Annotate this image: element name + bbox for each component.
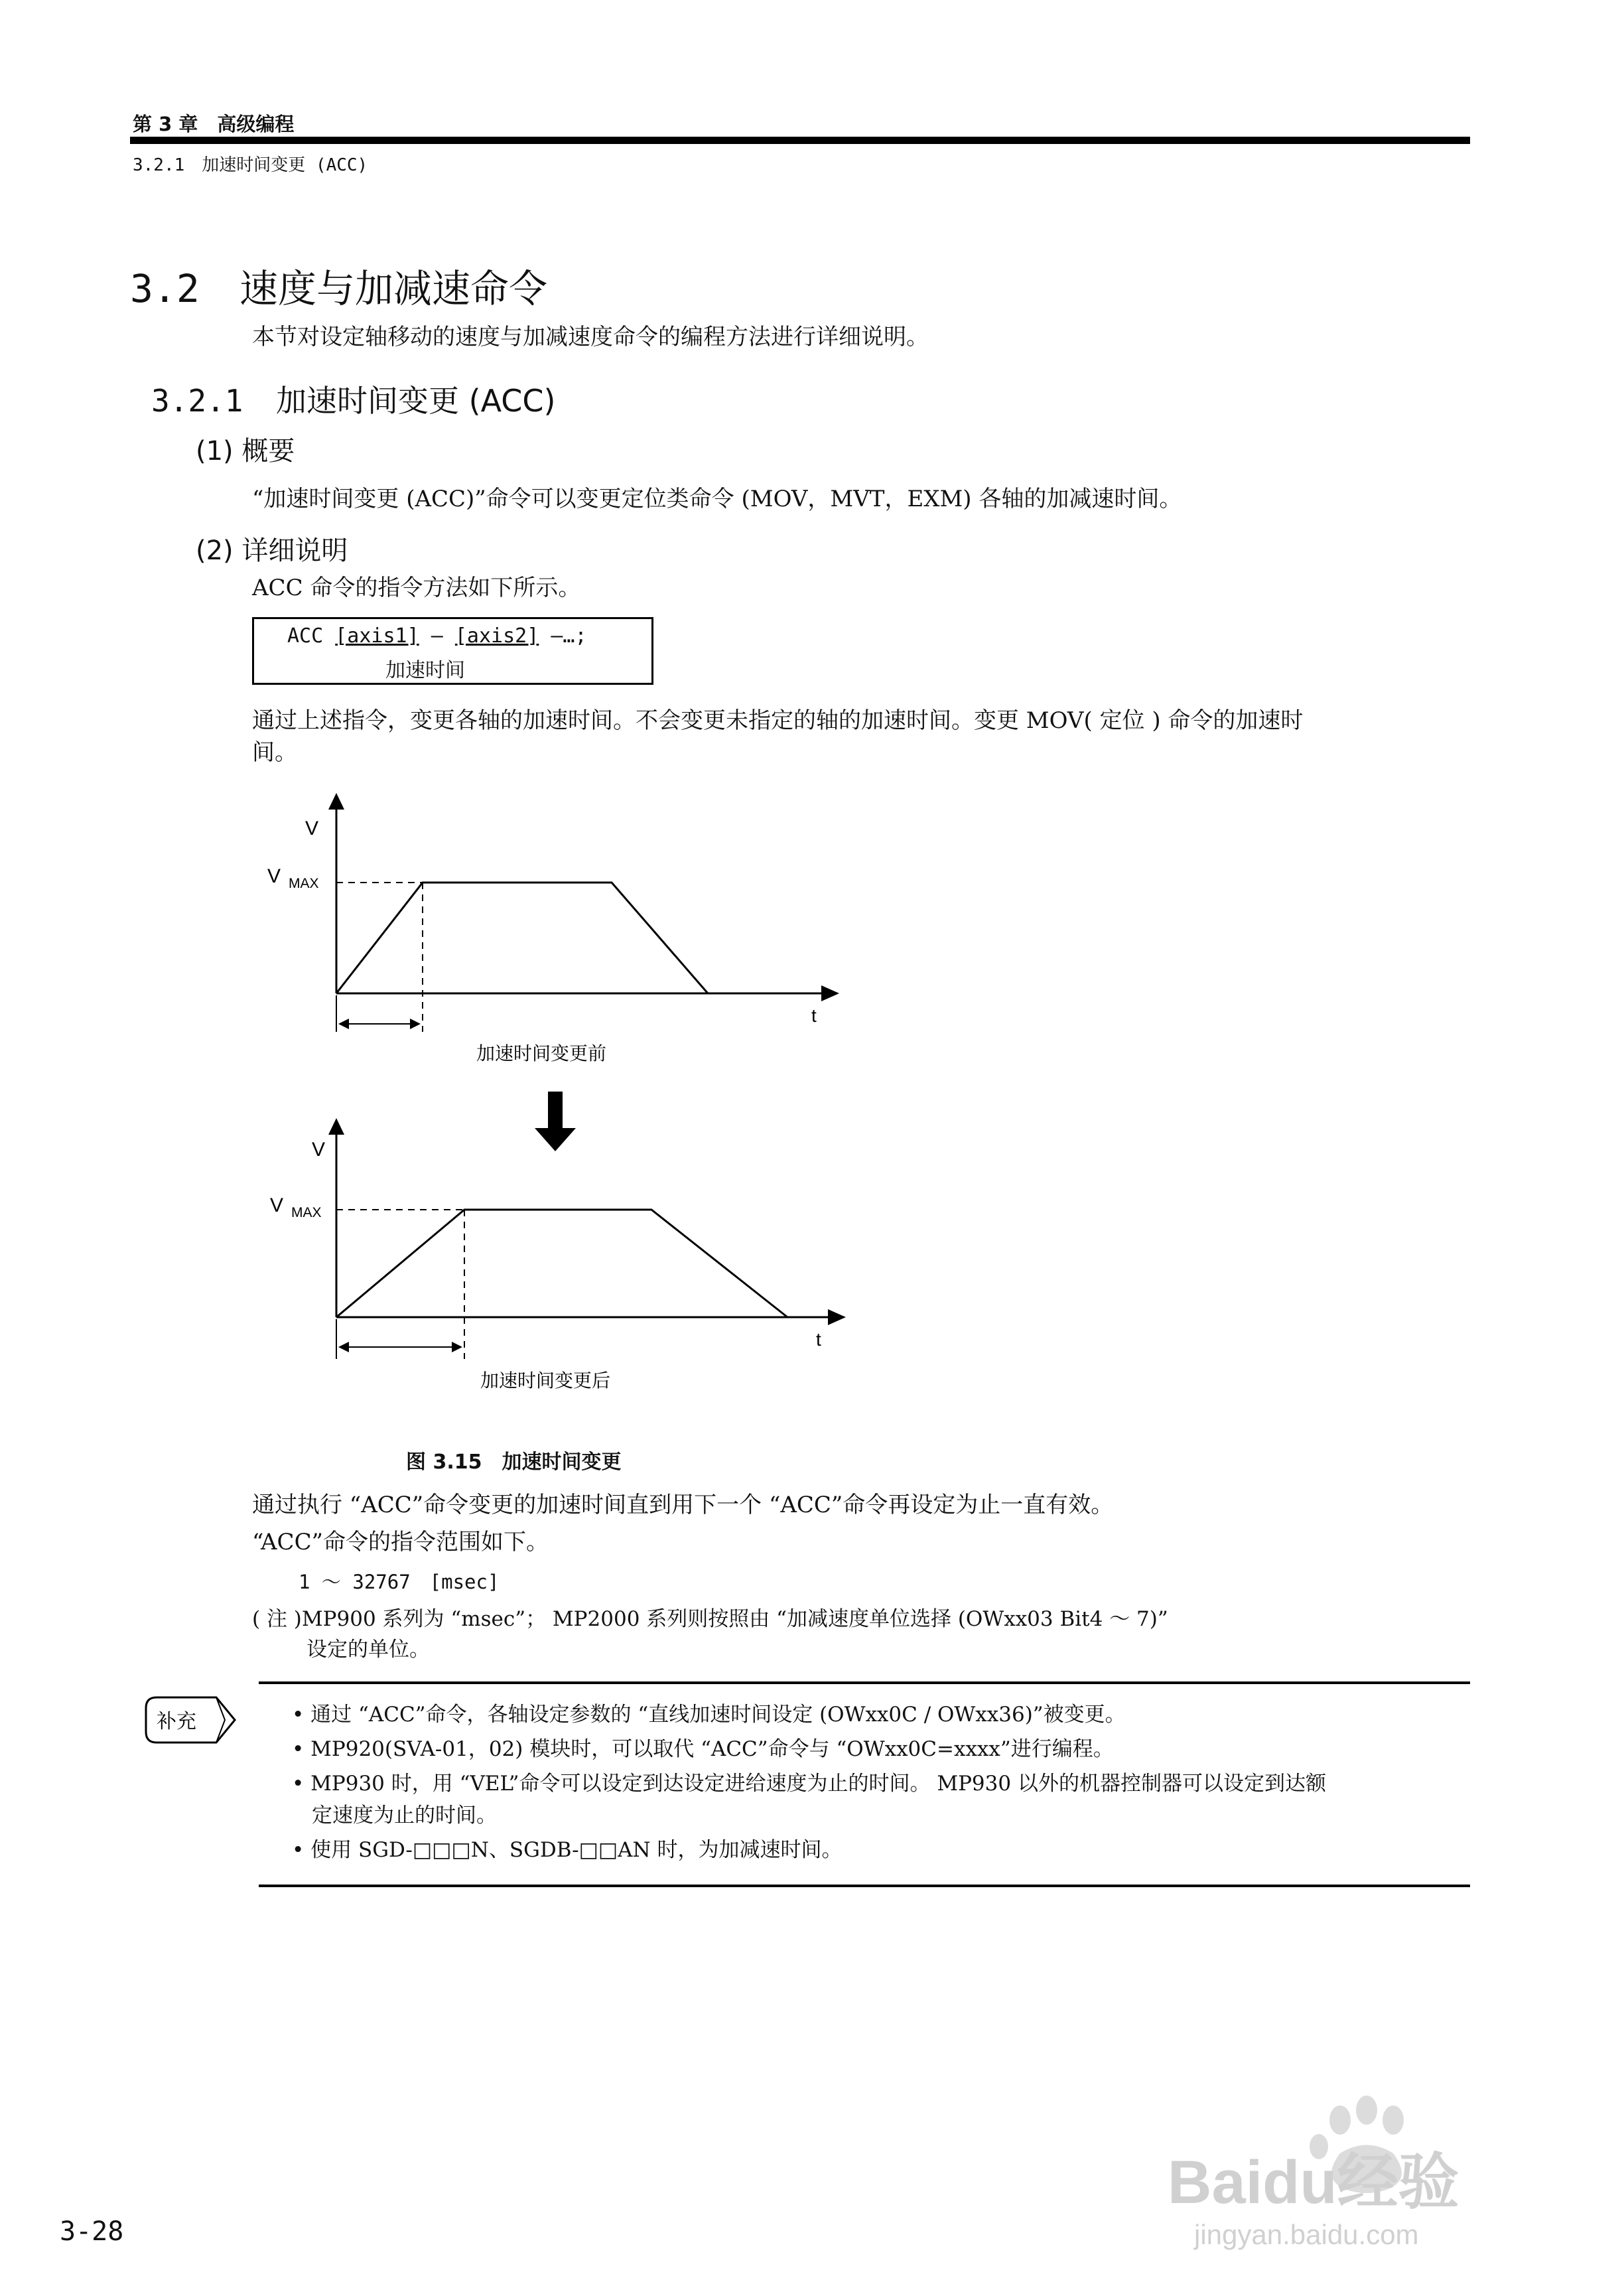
details-intro: ACC 命令的指令方法如下所示。 xyxy=(252,575,581,601)
syntax-dash: — xyxy=(419,624,455,648)
watermark-brand: Baidu经验 xyxy=(1168,2149,1459,2216)
y-axis-arrow-after xyxy=(328,1118,344,1135)
after-figure-line1: 通过执行 “ACC”命令变更的加速时间直到用下一个 “ACC”命令再设定为止一直有效。 xyxy=(252,1492,1114,1518)
page-number: 3-28 xyxy=(60,2216,124,2247)
details-heading: (2) 详细说明 xyxy=(196,535,348,566)
vmax-label-before: V $_{MAX}$ xyxy=(267,865,319,891)
baidu-watermark xyxy=(1141,2090,1552,2256)
syntax-label: 加速时间 xyxy=(385,659,465,682)
syntax-line xyxy=(287,624,587,648)
chapter-header: 第 3 章 高级编程 xyxy=(133,113,295,135)
details-para1-line2: 间。 xyxy=(252,739,297,766)
supplement-item-4: • 使用 SGD-□□□N、SGDB-□□AN 时，为加减速时间。 xyxy=(292,1838,843,1862)
graph-before xyxy=(267,793,839,1064)
y-label-after: V xyxy=(312,1139,326,1161)
watermark-url: jingyan.baidu.com xyxy=(1194,2219,1419,2250)
graph-after xyxy=(270,1118,846,1391)
t-axis-arrow-before xyxy=(821,985,839,1001)
figure-title: 图 3.15 加速时间变更 xyxy=(406,1451,622,1474)
acceleration-figure xyxy=(252,783,869,1413)
subsection-title-text: 加速时间变更 (ACC) xyxy=(276,383,556,419)
details-para1-line1: 通过上述指令，变更各轴的加速时间。不会变更未指定的轴的加速时间。变更 MOV( 定位 ) 命令的加速时 xyxy=(252,707,1304,734)
after-figure-line2: “ACC”命令的指令范围如下。 xyxy=(252,1529,549,1555)
subsection-number: 3.2.1 xyxy=(151,383,243,419)
supplement-item-1: • 通过 “ACC”命令，各轴设定参数的 “直线加速时间设定 (OWxx0C / OWxx36)”被变更。 xyxy=(292,1703,1126,1727)
syntax-axis1: [axis1] xyxy=(335,624,419,648)
down-arrow-icon xyxy=(535,1092,576,1151)
span-arrow-right-before xyxy=(410,1019,421,1029)
supplement-icon xyxy=(142,1693,241,1746)
overview-text: “加速时间变更 (ACC)”命令可以变更定位类命令 (MOV，MVT，EXM) 各轴的加减速时间。 xyxy=(252,486,1182,512)
supplement-item-3-cont: 定速度为止的时间。 xyxy=(312,1804,497,1827)
t-label-before: t xyxy=(811,1005,817,1026)
subsection-header: 3.2.1 加速时间变更 (ACC) xyxy=(133,155,368,175)
command-range: 1 ～ 32767 [msec] xyxy=(299,1571,500,1593)
syntax-tail: —…; xyxy=(539,624,587,648)
supplement-top-rule xyxy=(259,1681,1470,1684)
section-intro: 本节对设定轴移动的速度与加减速度命令的编程方法进行详细说明。 xyxy=(252,324,929,350)
y-label-before: V xyxy=(305,818,319,839)
caption-after: 加速时间变更后 xyxy=(480,1370,611,1391)
header-rule xyxy=(130,137,1470,144)
note-line2: 设定的单位。 xyxy=(306,1638,430,1662)
section-number: 3.2 xyxy=(130,266,200,311)
syntax-prefix: ACC xyxy=(287,624,324,648)
overview-heading: (1) 概要 xyxy=(196,436,295,466)
y-axis-arrow-before xyxy=(328,793,344,810)
supplement-item-2: • MP920(SVA-01，02) 模块时，可以取代 “ACC”命令与 “OWxx0C=xxxx”进行编程。 xyxy=(292,1737,1114,1761)
span-arrow-left-after xyxy=(338,1342,349,1352)
syntax-axis2: [axis2] xyxy=(454,624,539,648)
span-arrow-right-after xyxy=(452,1342,462,1352)
syntax-box xyxy=(252,617,653,685)
note-line1: ( 注 )MP900 系列为 “msec”； MP2000 系列则按照由 “加减速度单位选择 (OWxx03 Bit4 ～ 7)” xyxy=(252,1607,1168,1631)
subsection-title xyxy=(151,377,555,421)
supplement-item-3: • MP930 时，用 “VEL”命令可以设定到达设定进给速度为止的时间。 MP930 以外的机器控制器可以设定到达额 xyxy=(292,1772,1326,1796)
supplement-bottom-rule xyxy=(259,1885,1470,1887)
velocity-profile-after xyxy=(336,1210,787,1317)
t-label-after: t xyxy=(816,1329,821,1350)
t-axis-arrow-after xyxy=(828,1309,846,1325)
caption-before: 加速时间变更前 xyxy=(476,1043,607,1064)
velocity-profile-before xyxy=(336,883,708,993)
supplement-icon-label: 补充 xyxy=(157,1711,196,1733)
section-title xyxy=(130,257,547,313)
vmax-label-after: V $_{MAX}$ xyxy=(270,1194,322,1220)
span-arrow-left-before xyxy=(338,1019,349,1029)
section-title-text: 速度与加减速命令 xyxy=(239,266,548,311)
